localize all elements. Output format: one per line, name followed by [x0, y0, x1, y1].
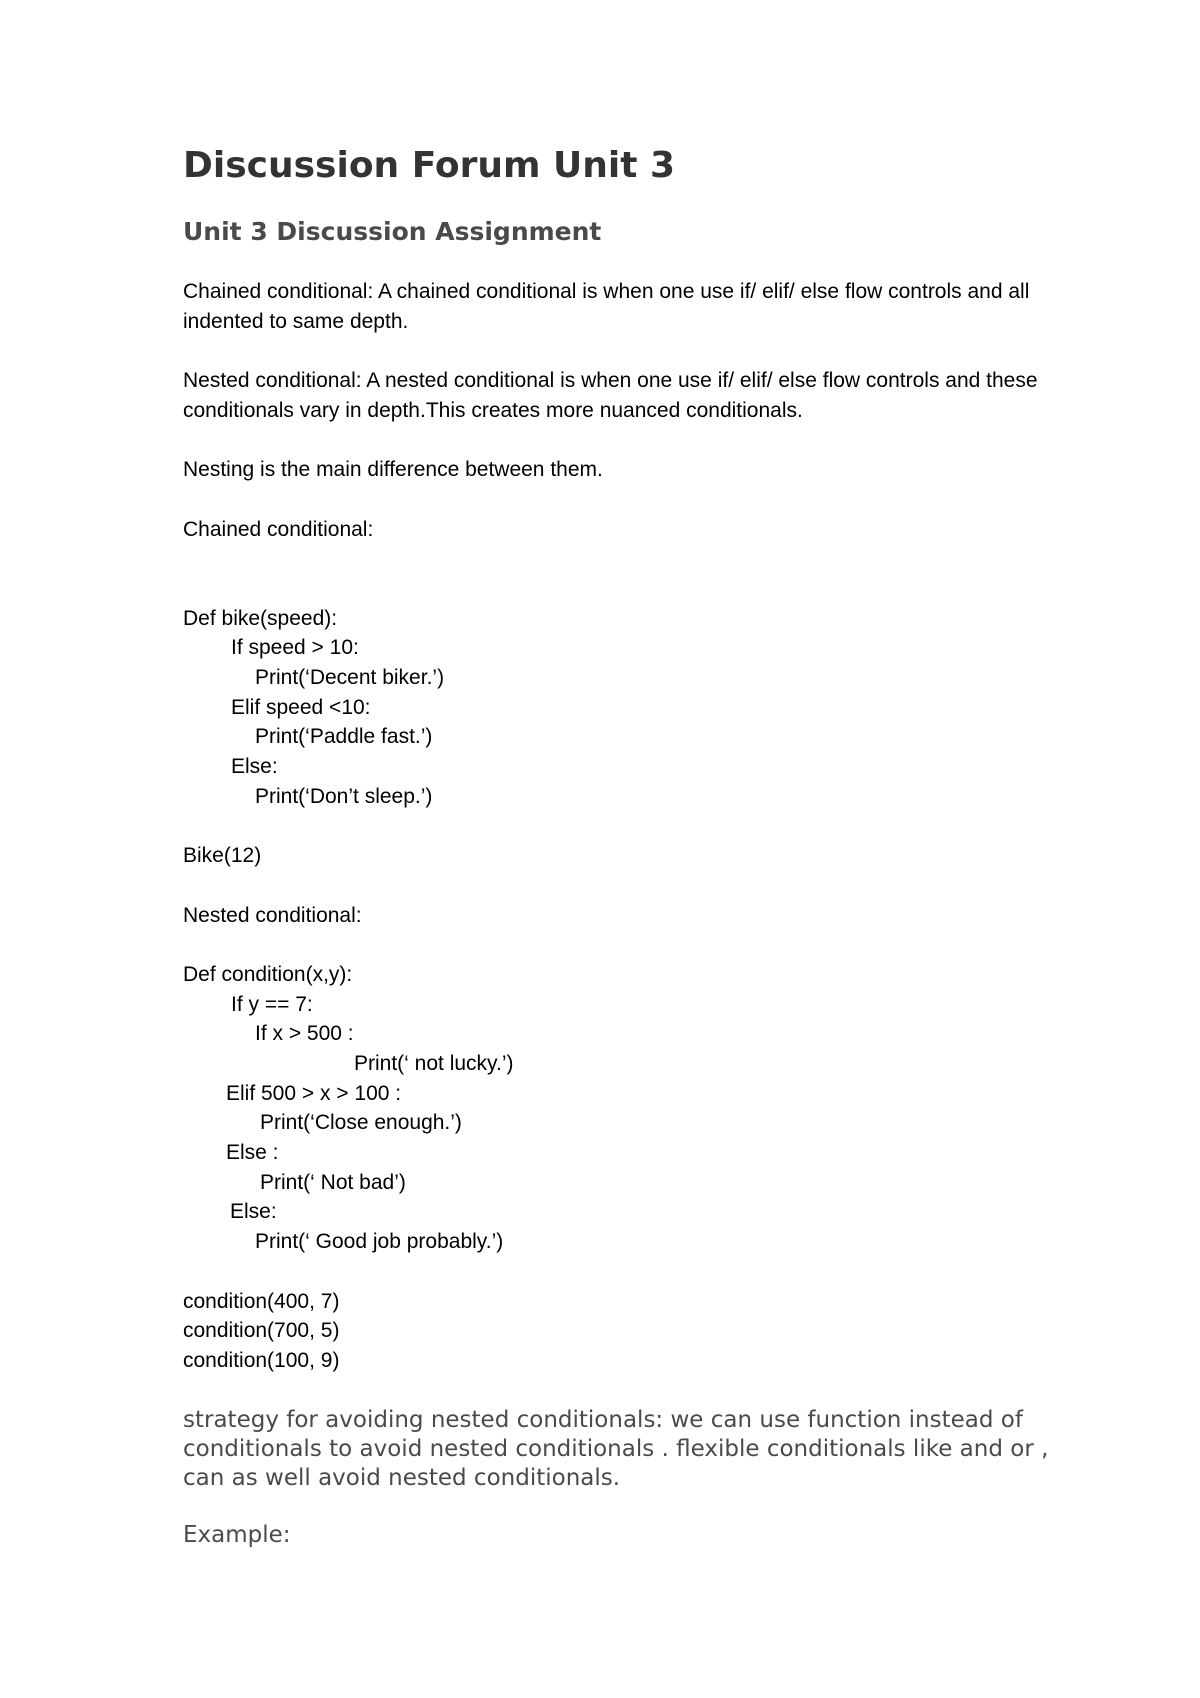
code-line: Print(‘Don’t sleep.’) — [255, 784, 433, 808]
code-line: Print(‘Decent biker.’) — [255, 666, 445, 690]
chained-call-line: Bike(12) — [183, 844, 262, 868]
document-body — [183, 277, 1083, 1376]
nested-code-block — [183, 960, 1083, 1257]
chained-code-heading: Chained conditional: — [183, 517, 374, 541]
code-line: Else : — [226, 1141, 279, 1165]
code-line: Else: — [231, 755, 278, 779]
chained-definition-paragraph: Chained conditional: A chained conditional is when one use if/ elif/ else flow controls and all indented to same depth. — [183, 280, 1030, 333]
code-line: Elif 500 > x > 100 : — [226, 1081, 402, 1105]
nested-calls-block — [183, 1287, 1083, 1376]
spacer — [183, 1257, 1083, 1287]
code-line: Def bike(speed): — [183, 606, 338, 630]
code-line: condition(400, 7) — [183, 1289, 340, 1313]
document-title: Discussion Forum Unit 3 — [183, 145, 675, 186]
code-line: Else: — [230, 1200, 277, 1224]
code-line: Elif speed <10: — [231, 695, 371, 719]
spacer — [183, 811, 1083, 841]
code-line: Print(‘ Good job probably.’) — [255, 1230, 504, 1254]
spacer — [183, 871, 1083, 901]
code-line: condition(100, 9) — [183, 1348, 340, 1372]
example-label: Example: — [183, 1522, 291, 1548]
nested-code-heading: Nested conditional: — [183, 903, 362, 927]
code-line: Def condition(x,y): — [183, 962, 353, 986]
spacer — [183, 930, 1083, 960]
code-line: Print(‘Paddle fast.’) — [255, 725, 433, 749]
spacer — [183, 544, 1083, 603]
code-line: condition(700, 5) — [183, 1319, 340, 1343]
code-line: If speed > 10: — [231, 636, 359, 660]
strategy-paragraph: strategy for avoiding nested conditionals: we can use function instead of conditionals to avoid nested conditionals . flexible conditionals like and or , can as well avoid nested conditionals. — [183, 1407, 1049, 1491]
code-line: Print(‘ not lucky.’) — [354, 1052, 514, 1075]
code-line: If y == 7: — [231, 992, 313, 1016]
nested-definition-paragraph: Nested conditional: A nested conditional is when one use if/ elif/ else flow controls and these conditionals vary in depth.This creates more nuanced conditionals. — [183, 369, 1038, 422]
code-line: Print(‘Close enough.’) — [260, 1111, 462, 1135]
code-line: Print(‘ Not bad’) — [260, 1170, 406, 1194]
difference-paragraph: Nesting is the main difference between them. — [183, 458, 603, 482]
chained-code-block — [183, 604, 1083, 812]
document-subtitle: Unit 3 Discussion Assignment — [183, 217, 602, 246]
code-line: If x > 500 : — [255, 1022, 354, 1046]
